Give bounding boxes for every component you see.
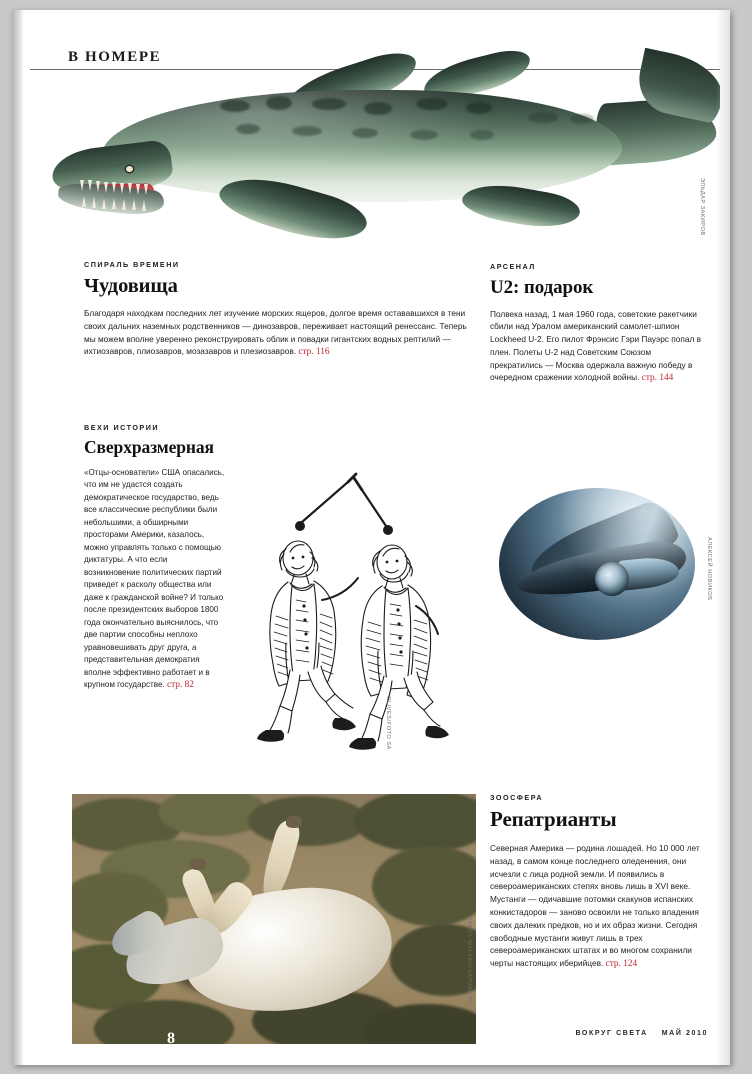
article-headline (84, 275, 469, 298)
pliosaur-stripe (466, 102, 492, 114)
article-body-text: Северная Америка — родина лошадей. Но 10 000 лет назад, в самом конце последнего оледенения, они исчезли с лица родной земли. И появились в североамериканских степях вновь лишь в XVI веке. Мустанги — одичавшие потомки скакунов испанских конкистадоров — заново освоили не только владения своих далеких предков, но и их образ жизни. Сегодня свободные мустанги живут лишь в трех североамериканских штатах и во многом сохранили черты настоящих иберийцев. (490, 843, 700, 969)
vegetation-clump (248, 796, 368, 846)
article-headline (84, 438, 225, 458)
article-body-text: Полвека назад, 1 мая 1960 года, советские ракетчики сбили над Уралом американский самолет-шпион Lockheed U-2. Его пилот Фрэнсис Гэри Пауэрс попал в плен. Полеты U-2 над Советским Союзом прекратились — Москва одержала важную победу в очередном сражении холодной войны. (490, 308, 702, 383)
article-body (490, 842, 706, 971)
pliosaur-stripe (570, 114, 594, 124)
page-number: 8 (167, 1030, 175, 1047)
pliosaur-tooth (128, 183, 132, 194)
pliosaur-tooth (120, 183, 124, 194)
headline-line-1: Репатрианты (490, 807, 617, 831)
pliosaur-tooth (96, 181, 100, 192)
pliosaur-tooth (88, 180, 92, 191)
pliosaur-illustration (30, 38, 720, 253)
pliosaur-tooth (80, 180, 84, 191)
pliosaur-tooth (102, 198, 106, 209)
duel-engraving-illustration (230, 430, 460, 760)
pliosaur-tooth (144, 184, 148, 195)
article-body-text: «Отцы-основатели» США опасались, что им не удастся создать демократическое государство, ведь все классические республики были небольшими, а обширными просторами Америки, казалось, можно управлять только с помощью диктатуры. А что если возникновение политических партий приведет к расколу общества или даже к гражданской войне? И только после президентских выборов 1800 года окончательно выяснилось, что две партии способны неплохо уравновешивать друг друга, а представительная демократия вполне эффективно работает и в крупном государстве. (84, 467, 225, 689)
credit-duel: OLIVES/FOTO SA (385, 696, 391, 750)
article-body (490, 308, 702, 386)
article-kicker: СПИРАЛЬ ВРЕМЕНИ (84, 260, 180, 269)
headline-line-1: Чудовища (84, 275, 178, 297)
u2-aircraft-photo (499, 488, 695, 640)
u2-sky-glow (499, 488, 695, 640)
pliosaur-stripe (266, 96, 292, 110)
article-body (84, 467, 225, 692)
credit-mustang: CAROL WALKER/NATURE PL. (466, 916, 472, 1007)
pliosaur-eye (126, 166, 133, 172)
pliosaur-stripe (416, 98, 448, 110)
page-gutter (12, 10, 24, 1065)
footer (575, 1030, 708, 1037)
pliosaur-stripe (292, 126, 322, 136)
article-kicker: ВЕХИ ИСТОРИИ (84, 423, 160, 432)
pliosaur-tooth (92, 197, 96, 208)
pliosaur-tooth (132, 199, 136, 210)
article-page-ref[interactable]: стр. 82 (166, 680, 194, 690)
article-kicker: ЗООСФЕРА (490, 793, 544, 802)
vegetation-clump (354, 794, 476, 852)
article-democracy[interactable] (84, 423, 225, 692)
horse-hoof (286, 816, 302, 828)
pliosaur-tooth (122, 199, 126, 210)
page-title: В НОМЕРЕ (68, 49, 162, 65)
article-page-ref[interactable]: стр. 144 (641, 373, 674, 384)
duel-engraving-svg (230, 430, 460, 760)
paper-sheet (12, 10, 730, 1065)
article-page-ref[interactable]: стр. 124 (605, 959, 638, 970)
pliosaur-stripe (352, 128, 378, 138)
pliosaur-tooth (104, 182, 108, 193)
pliosaur-tooth (112, 198, 116, 209)
pliosaur-stripe (220, 100, 250, 112)
article-headline (490, 808, 706, 831)
article-repatriants[interactable] (490, 793, 706, 971)
pliosaur-tooth (142, 200, 146, 211)
pliosaur-tooth (112, 182, 116, 193)
pliosaur-stripe (364, 102, 392, 115)
pliosaur-tooth (136, 184, 140, 195)
pliosaur-stripe (410, 130, 438, 140)
headline-line-1: Сверхразмерная (84, 437, 214, 457)
pliosaur-stripe (528, 112, 558, 123)
pliosaur-stripe (470, 130, 494, 140)
pliosaur-stripe (312, 98, 346, 110)
footer-magazine: ВОКРУГ СВЕТА (575, 1030, 648, 1037)
article-headline (490, 277, 702, 299)
article-kicker: АРСЕНАЛ (490, 262, 536, 271)
headline-line-1: U2: подарок (490, 277, 594, 298)
mustang-photo (72, 794, 476, 1044)
vegetation-clump (372, 846, 476, 926)
article-page-ref[interactable]: стр. 116 (298, 347, 330, 358)
article-body-text: Благодаря находкам последних лет изучение морских ящеров, долгое время остававшихся в тени своих дальних наземных родственников — динозавров, переживает настоящий ренессанс. Теперь мы можем вполне уверенно реконструировать облик и повадки гигантских водных рептилий — ихтиозавров, плиозавров, мозазавров и плезиозавров. (84, 308, 467, 357)
pliosaur-stripe (236, 124, 260, 134)
pliosaur-body (102, 90, 622, 202)
article-monsters[interactable] (84, 260, 469, 359)
credit-u2: АЛЕКСЕЙ НОВИКОВ (706, 537, 712, 601)
horse-hoof (190, 858, 206, 870)
credit-pliosaur: ЭЛЬДАР ЗАКИРОВ (699, 178, 705, 236)
article-u2[interactable] (490, 262, 702, 385)
article-body (84, 307, 469, 359)
vegetation-clump (390, 924, 476, 996)
footer-issue: МАЙ 2010 (661, 1030, 708, 1037)
pliosaur-tooth (82, 196, 86, 207)
